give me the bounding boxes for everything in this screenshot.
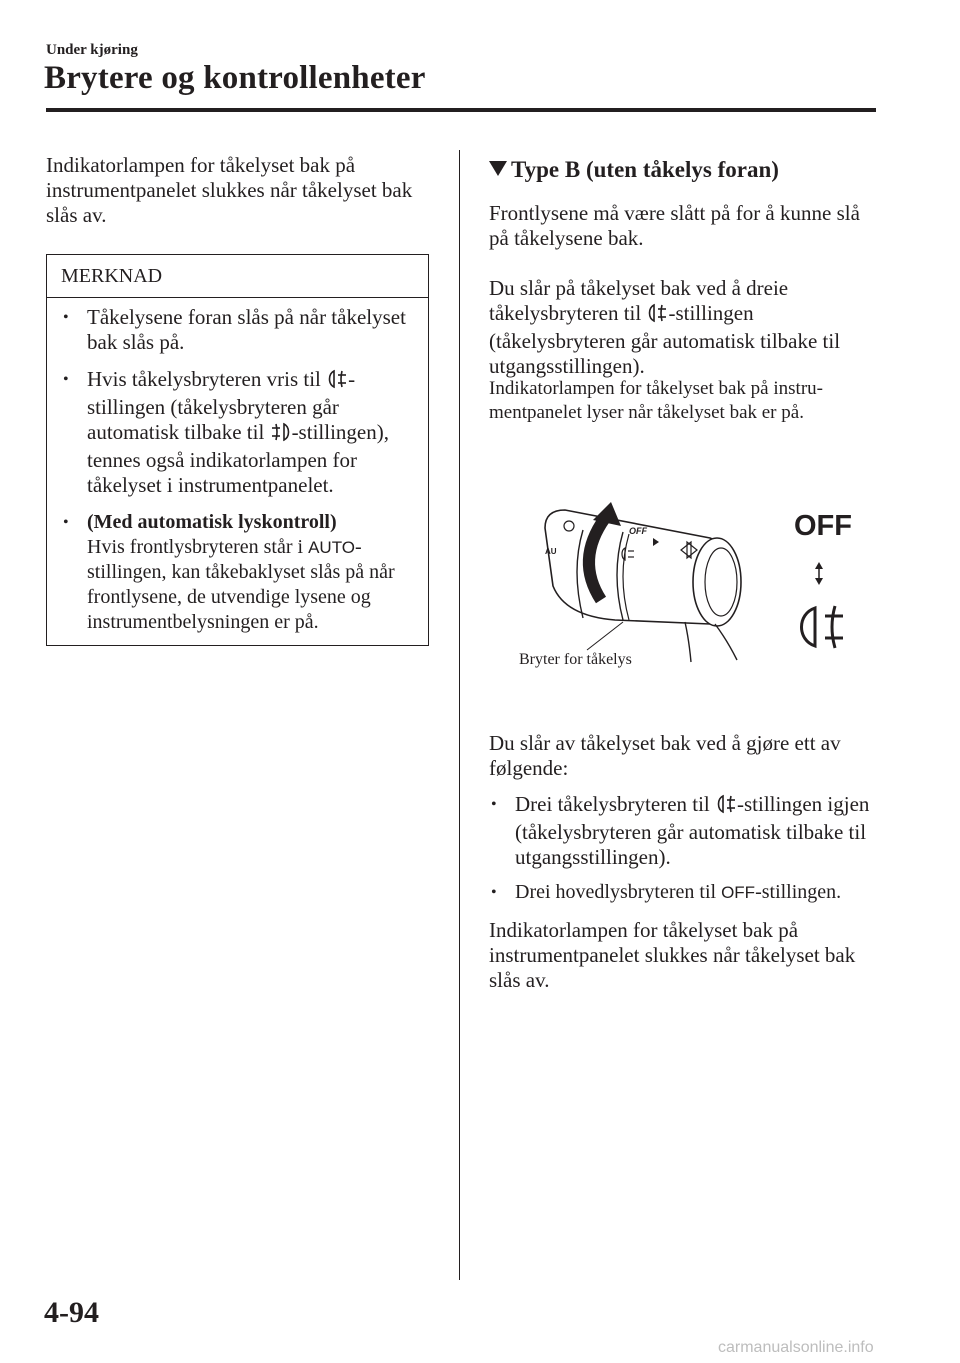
type-b-heading-text: Type B (uten tåkelys foran): [511, 157, 779, 182]
note-item-3-text-a: Hvis frontlysbryteren står i: [87, 536, 304, 558]
rear-fog-light-icon: [326, 369, 348, 395]
right-bullet-1: [489, 792, 874, 870]
off-label: OFF: [794, 510, 852, 542]
rear-fog-light-icon: [646, 303, 668, 329]
right-paragraph-2-a: Du slår på tåkelyset bak ved å dreie tåkelysbryteren til: [489, 276, 789, 325]
note-item-2: [61, 367, 416, 498]
type-b-heading: [489, 157, 779, 183]
note-item-2-text-b: -stillingen (tåkelysbryteren går automatisk tilbake til: [87, 367, 356, 444]
right-paragraph-3: Indikatorlampen for tåkelyset bak på instru-mentpanelet lyser når tåkelyset bak er på.: [489, 378, 823, 423]
page-number: 4-94: [44, 1296, 99, 1329]
note-item-3-bold: (Med automatisk lyskontroll): [87, 511, 337, 533]
auto-label: AUTO: [308, 538, 355, 557]
right-paragraph-2: [489, 276, 874, 379]
note-item-2-text-c: -stillingen), tennes også indikatorlampen for tåkelyset i instrumentpanelet.: [87, 420, 389, 497]
note-item-3-text-b: -stillingen, kan tåkebaklyset slås på når frontlysene, de utvendige lysene og instrumentbelysningen er på.: [87, 536, 395, 633]
switch-off-label: OFF: [629, 526, 647, 536]
note-heading: MERKNAD: [47, 255, 428, 298]
note-item-1: [61, 305, 416, 355]
note-item-3: [61, 510, 416, 635]
right-bullet-2-a: Drei hovedlysbryteren til: [515, 881, 717, 903]
bullet: •: [63, 371, 69, 388]
note-item-1-text: Tåkelysene foran slås på når tåkelyset bak slås på.: [87, 305, 406, 354]
switch-auto-label: AU: [545, 547, 557, 556]
right-bullet-2: [489, 880, 881, 905]
rear-fog-light-icon: [802, 606, 844, 648]
note-body: [47, 305, 428, 647]
bullet: •: [63, 514, 69, 531]
figure-caption: Bryter for tåkelys: [519, 651, 632, 668]
watermark: carmanualsonline.info: [718, 1339, 874, 1356]
section-label: Under kjøring: [46, 42, 138, 58]
right-paragraph-2-b: -stillingen (tåkelysbryteren går automatisk tilbake til utgangsstillingen).: [489, 301, 841, 378]
intro-paragraph: Indikatorlampen for tåkelyset bak på instrumentpanelet slukkes når tåkelyset bak slås av.: [46, 153, 413, 227]
note-box: [46, 254, 429, 646]
off-inline-label: OFF: [721, 883, 756, 902]
bullet: •: [491, 884, 497, 901]
right-bullet-2-b: -stillingen.: [755, 881, 842, 903]
right-bullet-1-b: -stillingen igjen (tåkelysbryteren går automatisk tilbake til utgangsstillingen).: [515, 792, 870, 869]
page-title: Brytere og kontrollenheter: [44, 60, 426, 96]
bullet: •: [491, 796, 497, 813]
triangle-marker-icon: [489, 161, 507, 176]
rear-fog-light-icon: [715, 794, 737, 820]
column-divider: [459, 150, 460, 1280]
right-paragraph-1: Frontlysene må være slått på for å kunne slå på tåkelysene bak.: [489, 201, 860, 250]
note-item-2-text-a: Hvis tåkelysbryteren vris til: [87, 367, 321, 391]
title-rule: [46, 108, 876, 112]
right-paragraph-5: Indikatorlampen for tåkelyset bak på instrumentpanelet slukkes når tåkelyset bak slås av.: [489, 918, 856, 992]
front-fog-light-icon: [270, 422, 292, 448]
right-bullet-1-a: Drei tåkelysbryteren til: [515, 792, 710, 816]
right-paragraph-4: Du slår av tåkelyset bak ved å gjøre ett av følgende:: [489, 731, 841, 780]
bullet: •: [63, 309, 69, 326]
